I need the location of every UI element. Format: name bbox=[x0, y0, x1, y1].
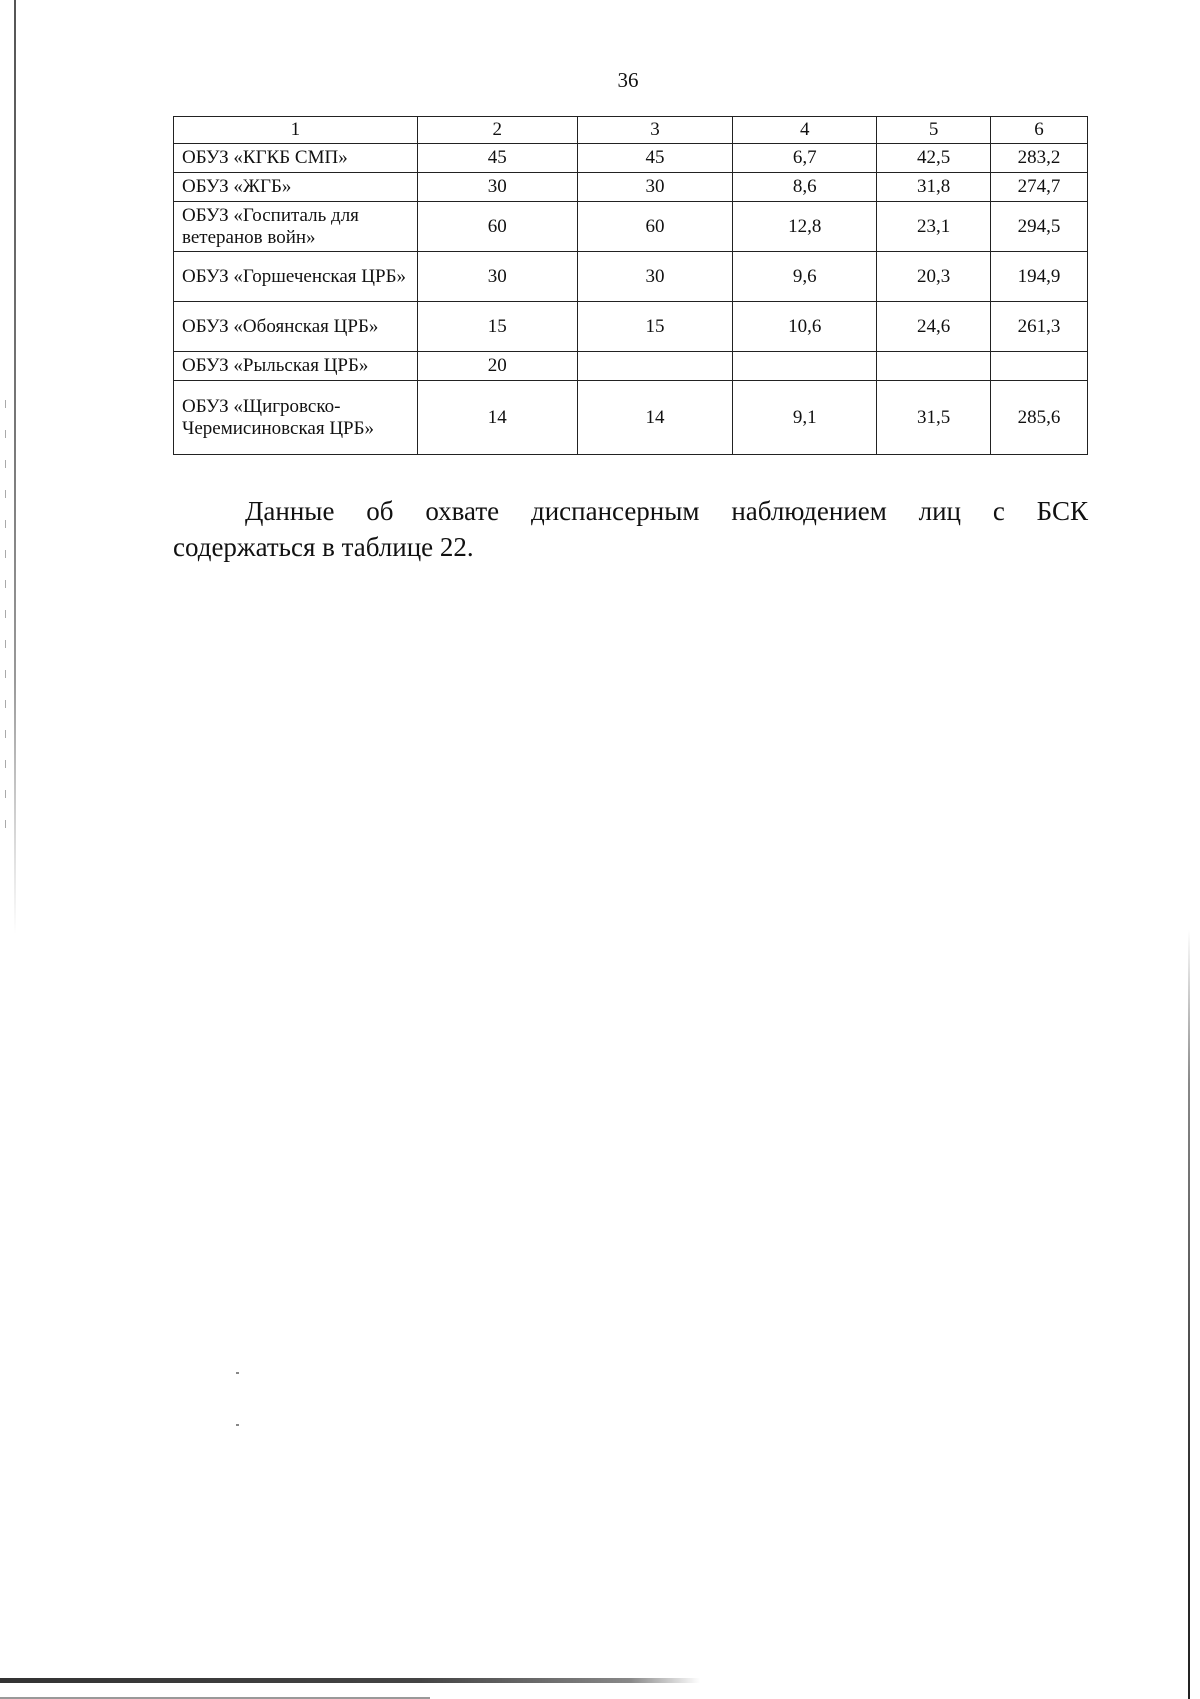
table-row bbox=[174, 173, 1088, 202]
institution-name: ОБУЗ «Горшеченская ЦРБ» bbox=[174, 252, 418, 302]
table-row bbox=[174, 202, 1088, 252]
table-cell: 30 bbox=[417, 252, 577, 302]
table-cell: 14 bbox=[417, 381, 577, 455]
table-row bbox=[174, 352, 1088, 381]
table-cell: 15 bbox=[577, 302, 733, 352]
column-header: 3 bbox=[577, 117, 733, 144]
table-cell: 45 bbox=[417, 144, 577, 173]
paragraph-line: содержаться в таблице 22. bbox=[173, 532, 474, 562]
table-cell: 283,2 bbox=[991, 144, 1088, 173]
scan-speck bbox=[236, 1424, 239, 1426]
table-cell: 6,7 bbox=[733, 144, 877, 173]
institution-name: ОБУЗ «КГКБ СМП» bbox=[174, 144, 418, 173]
table-cell: 42,5 bbox=[877, 144, 991, 173]
scan-right-edge bbox=[1188, 930, 1190, 1699]
table-cell: 31,8 bbox=[877, 173, 991, 202]
institution-name: ОБУЗ «Госпиталь для ветеранов войн» bbox=[174, 202, 418, 252]
table-cell bbox=[733, 352, 877, 381]
table-header-row bbox=[174, 117, 1088, 144]
table-cell: 31,5 bbox=[877, 381, 991, 455]
table-cell: 9,1 bbox=[733, 381, 877, 455]
institution-name: ОБУЗ «Рыльская ЦРБ» bbox=[174, 352, 418, 381]
column-header: 1 bbox=[174, 117, 418, 144]
table-cell: 261,3 bbox=[991, 302, 1088, 352]
table-cell: 12,8 bbox=[733, 202, 877, 252]
table-cell bbox=[991, 352, 1088, 381]
table-cell bbox=[577, 352, 733, 381]
table-cell: 30 bbox=[417, 173, 577, 202]
table-cell: 24,6 bbox=[877, 302, 991, 352]
table-cell: 274,7 bbox=[991, 173, 1088, 202]
table-row bbox=[174, 381, 1088, 455]
column-header: 6 bbox=[991, 117, 1088, 144]
table-cell: 20 bbox=[417, 352, 577, 381]
scan-left-dash bbox=[5, 400, 6, 850]
table-row bbox=[174, 302, 1088, 352]
page-number: 36 bbox=[617, 68, 639, 92]
table-cell: 9,6 bbox=[733, 252, 877, 302]
column-header: 5 bbox=[877, 117, 991, 144]
table-cell: 20,3 bbox=[877, 252, 991, 302]
scan-speck bbox=[236, 1372, 239, 1374]
table-cell: 194,9 bbox=[991, 252, 1088, 302]
table-cell: 10,6 bbox=[733, 302, 877, 352]
table-cell: 23,1 bbox=[877, 202, 991, 252]
table-cell: 14 bbox=[577, 381, 733, 455]
body-paragraph bbox=[173, 493, 1088, 565]
institution-name: ОБУЗ «Щигровско-Черемисиновская ЦРБ» bbox=[174, 381, 418, 455]
paragraph-line: Данные об охвате диспансерным наблюдением лиц с БСК bbox=[245, 496, 1088, 526]
data-table bbox=[173, 116, 1088, 455]
scan-bottom-edge bbox=[0, 1678, 700, 1683]
table-cell: 285,6 bbox=[991, 381, 1088, 455]
institution-name: ОБУЗ «ЖГБ» bbox=[174, 173, 418, 202]
table-cell: 15 bbox=[417, 302, 577, 352]
table-cell: 8,6 bbox=[733, 173, 877, 202]
institution-name: ОБУЗ «Обоянская ЦРБ» bbox=[174, 302, 418, 352]
column-header: 4 bbox=[733, 117, 877, 144]
table-cell bbox=[877, 352, 991, 381]
table-row bbox=[174, 252, 1088, 302]
table-cell: 294,5 bbox=[991, 202, 1088, 252]
table-cell: 60 bbox=[417, 202, 577, 252]
table-cell: 30 bbox=[577, 252, 733, 302]
table-cell: 60 bbox=[577, 202, 733, 252]
table-cell: 30 bbox=[577, 173, 733, 202]
table-row bbox=[174, 144, 1088, 173]
column-header: 2 bbox=[417, 117, 577, 144]
scan-left-edge bbox=[14, 0, 16, 1699]
table-cell: 45 bbox=[577, 144, 733, 173]
